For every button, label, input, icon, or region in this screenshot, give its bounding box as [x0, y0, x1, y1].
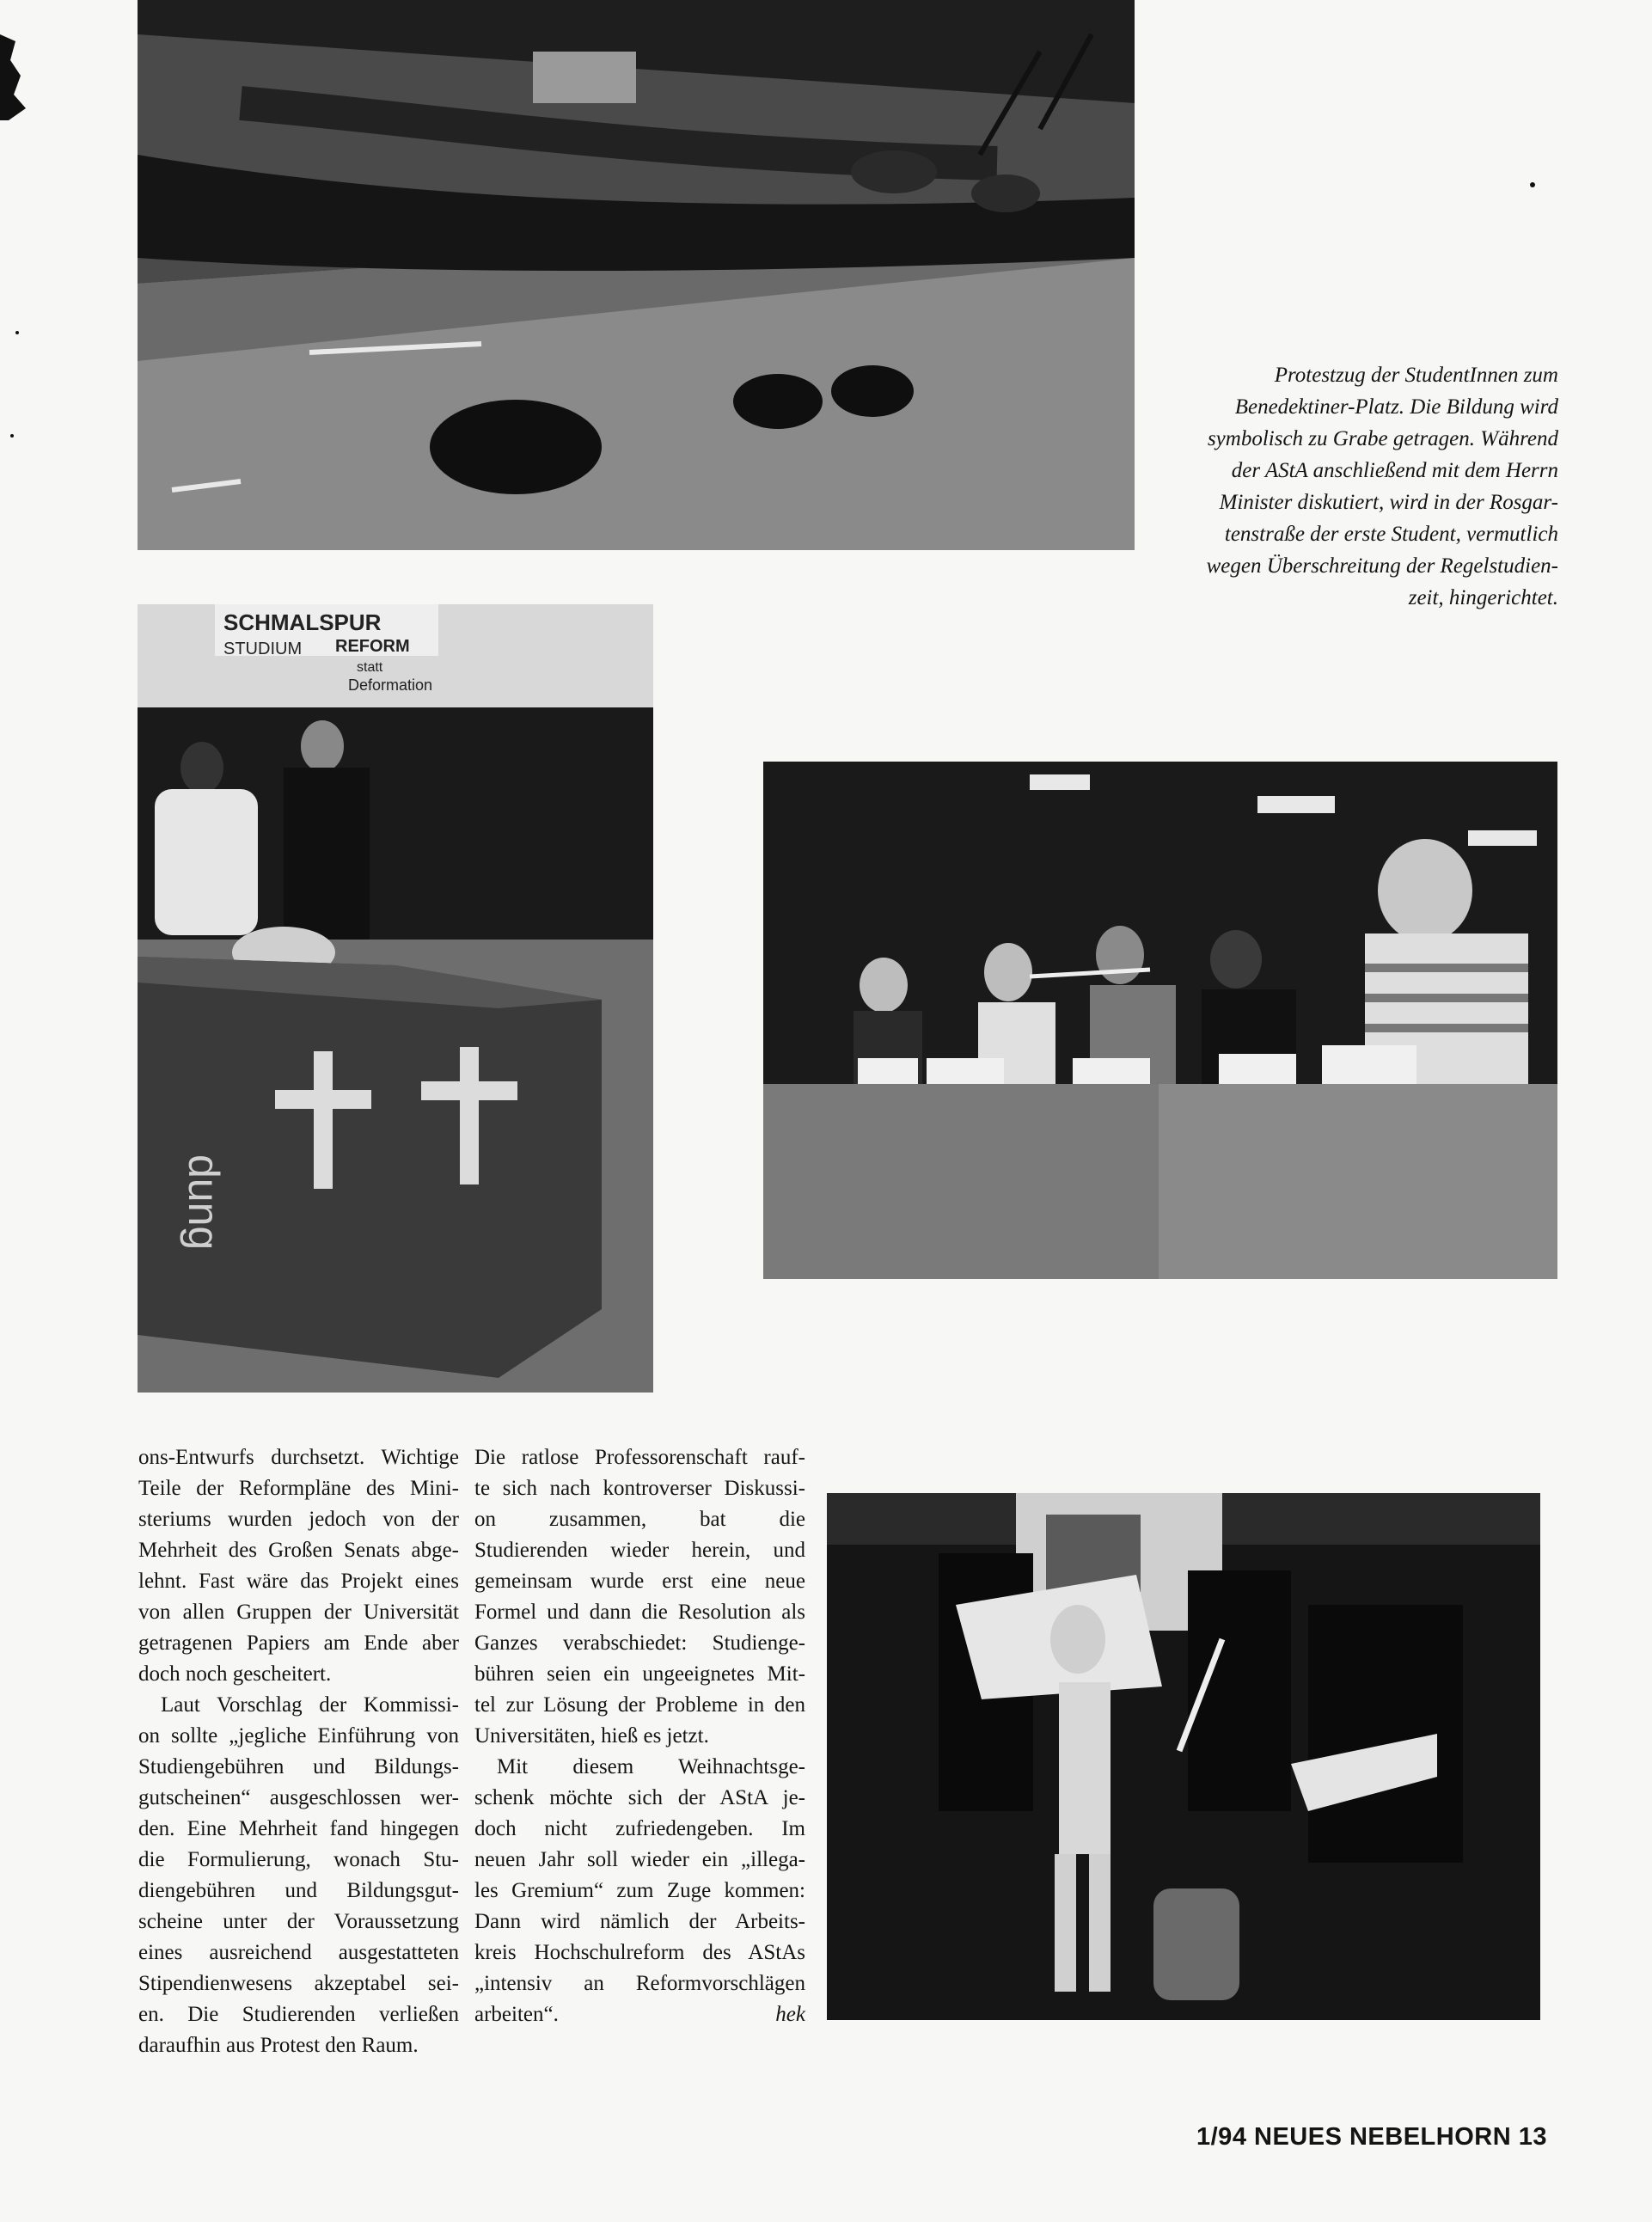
- dust-speck: [15, 331, 19, 334]
- text-line-final: arbeiten“.: [474, 2003, 559, 2026]
- text-line: schenk möchte sich der AStA je-: [474, 1786, 805, 1809]
- text-line: bühren seien ein ungeeignetes Mit-: [474, 1662, 805, 1686]
- text-line: on zusammen, bat die: [474, 1508, 805, 1531]
- text-line: „intensiv an Reformvorschlägen: [474, 1972, 805, 1995]
- page-footer: [1196, 2123, 1547, 2152]
- text-line: Studiengebühren und Bildungs-: [138, 1755, 459, 1778]
- text-line: den. Eine Mehrheit fand hingegen: [138, 1817, 459, 1840]
- text-line: daraufhin aus Protest den Raum.: [138, 2034, 419, 2057]
- text-line: [474, 1999, 805, 2030]
- text-line: Ganzes verabschiedet: Studienge-: [474, 1631, 805, 1655]
- text-line: neuen Jahr soll wieder ein „illega-: [474, 1848, 805, 1871]
- caption-line: Benedektiner-Platz. Die Bildung wird: [1234, 395, 1558, 419]
- torn-edge: [0, 34, 34, 120]
- text-line: gemeinsam wurde erst eine neue: [474, 1570, 805, 1593]
- article-paragraph: [474, 1442, 805, 1752]
- page-number: 13: [1518, 2123, 1547, 2151]
- text-line: die Formulierung, wonach Stu-: [138, 1848, 459, 1871]
- caption-line: wegen Überschreitung der Regelstudien-: [1206, 554, 1558, 578]
- sign-text: Deformation: [348, 676, 433, 694]
- caption-line: tenstraße der erste Student, vermutlich: [1224, 523, 1558, 546]
- sign-text: REFORM: [335, 637, 410, 656]
- article-paragraph: [138, 1690, 459, 2061]
- coffin-text: dung: [180, 1154, 228, 1251]
- photo-caption: [1139, 359, 1558, 614]
- text-line: Universitäten, hieß es jetzt.: [474, 1724, 709, 1748]
- text-line: Teile der Reformpläne des Mini-: [138, 1477, 459, 1500]
- caption-line: Protestzug der StudentInnen zum: [1274, 364, 1558, 387]
- text-line: ons-Entwurfs durchsetzt. Wichtige: [138, 1446, 459, 1469]
- issue-number: 1/94: [1196, 2123, 1247, 2151]
- text-line: scheine unter der Voraussetzung: [138, 1910, 459, 1933]
- coffin-protest-photo: [138, 604, 653, 1393]
- text-line: on sollte „jegliche Einführung von: [138, 1724, 459, 1748]
- text-line: Die ratlose Professorenschaft rauf-: [474, 1446, 805, 1469]
- article-paragraph: [138, 1442, 459, 1690]
- text-line: les Gremium“ zum Zuge kommen:: [474, 1879, 805, 1902]
- article-column-middle: [474, 1442, 805, 2030]
- text-line: Studierenden wieder herein, und: [474, 1539, 805, 1562]
- magazine-title: NEUES NEBELHORN: [1254, 2123, 1512, 2151]
- sign-text: statt: [357, 660, 383, 675]
- text-line: Mit diesem Weihnachtsge-: [497, 1755, 805, 1778]
- text-line: en. Die Studierenden verließen: [138, 2003, 459, 2026]
- text-line: te sich nach kontroverser Diskussi-: [474, 1477, 805, 1500]
- panel-discussion-photo: [763, 762, 1557, 1279]
- costume-student-photo: [827, 1493, 1540, 2020]
- text-line: Dann wird nämlich der Arbeits-: [474, 1910, 805, 1933]
- text-line: von allen Gruppen der Universität: [138, 1601, 459, 1624]
- author-initials: hek: [775, 2003, 805, 2026]
- protest-march-photo: [138, 0, 1135, 550]
- text-line: Formel und dann die Resolution als: [474, 1601, 805, 1624]
- text-line: Mehrheit des Großen Senats abge-: [138, 1539, 459, 1562]
- dust-speck: [10, 434, 14, 438]
- text-line: tel zur Lösung der Probleme in den: [474, 1693, 805, 1717]
- text-line: steriums wurden jedoch von der: [138, 1508, 459, 1531]
- text-line: lehnt. Fast wäre das Projekt eines: [138, 1570, 459, 1593]
- text-line: kreis Hochschulreform des AStAs: [474, 1941, 805, 1964]
- text-line: gutscheinen“ ausgeschlossen wer-: [138, 1786, 459, 1809]
- caption-line: der AStA anschließend mit dem Herrn: [1231, 459, 1558, 482]
- text-line: eines ausreichend ausgestatteten: [138, 1941, 459, 1964]
- text-line: doch nicht zufriedengeben. Im: [474, 1817, 805, 1840]
- caption-line: symbolisch zu Grabe getragen. Während: [1207, 427, 1558, 450]
- text-line: diengebühren und Bildungsgut-: [138, 1879, 459, 1902]
- caption-line: Minister diskutiert, wird in der Rosgar-: [1219, 491, 1558, 514]
- dust-speck: [1530, 182, 1535, 187]
- text-line: getragenen Papiers am Ende aber: [138, 1631, 459, 1655]
- sign-text: SCHMALSPUR: [223, 609, 382, 635]
- article-paragraph: [474, 1752, 805, 2030]
- article-column-left: [138, 1442, 459, 2061]
- sign-text: STUDIUM: [223, 640, 303, 658]
- caption-line: zeit, hingerichtet.: [1408, 586, 1558, 609]
- text-line: Stipendienwesens akzeptabel sei-: [138, 1972, 459, 1995]
- text-line: doch noch gescheitert.: [138, 1662, 332, 1686]
- text-line: Laut Vorschlag der Kommissi-: [161, 1693, 459, 1717]
